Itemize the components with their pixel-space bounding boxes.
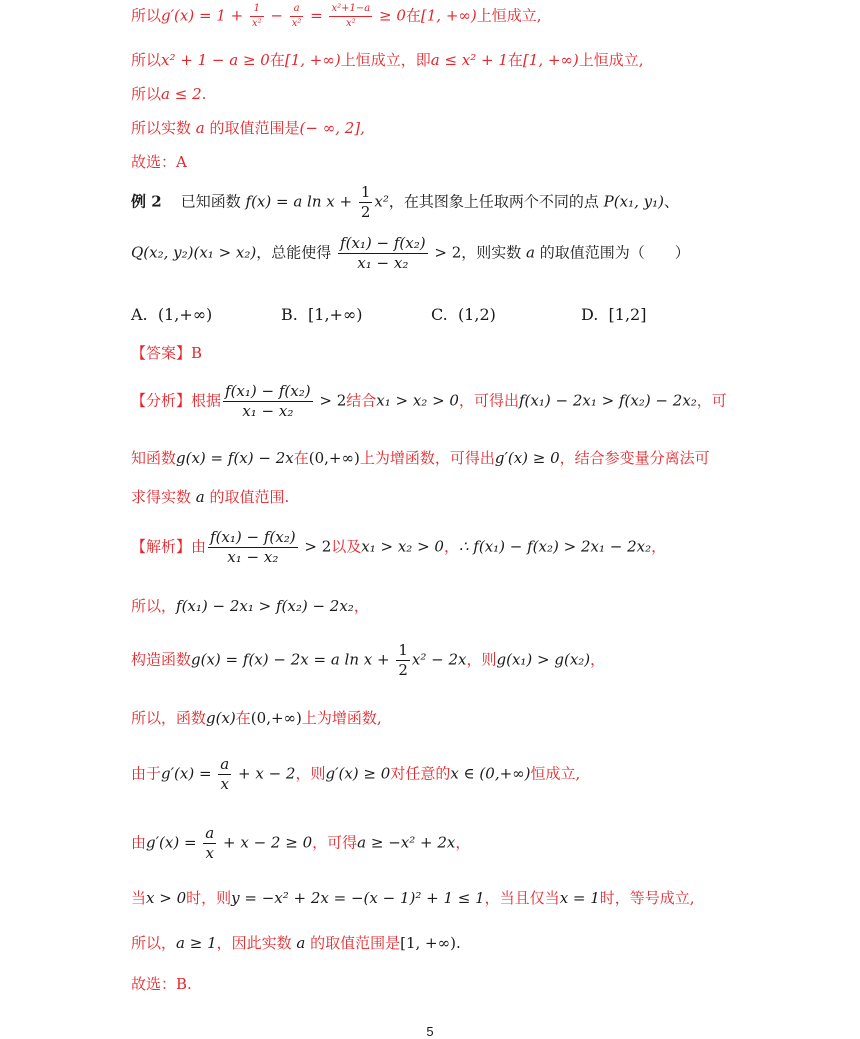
fraction: $\frac{a}{x}$ — [205, 824, 215, 862]
fraction: $\frac{a}{x}$ — [220, 755, 230, 793]
solution-line-9: 故选：B. — [131, 975, 192, 993]
option-b: B. [1,+∞) — [281, 305, 363, 324]
analysis-tag: 【分析】 — [131, 391, 192, 410]
answer-tag: 【答案】 — [131, 344, 192, 362]
analysis-line-2: 知函数g(x) = f(x) − 2x在(0,+∞)上为增函数，可得出g′(x) ≥ 0，结合参变量分离法可 — [131, 449, 710, 467]
example-2-line-2: Q(x₂, y₂)(x₁ > x₂)，总能使得 $\frac{\text{f(x₁) − f(x₂)}}{\text{x₁ − x₂}}$ > 2，则实数 a 的取值范围为（ ） — [131, 234, 690, 272]
answer-value: B — [191, 344, 203, 362]
line-inequality: 所以x² + 1 − a ≥ 0在[1, +∞)上恒成立，即a ≤ x² + 1在[1, +∞)上恒成立, — [131, 51, 644, 69]
solution-line-6: 由g′(x) = $\frac{a}{x}$ + x − 2 ≥ 0，可得a ≥ −x² + 2x， — [131, 824, 471, 862]
solution-tag: 【解析】 — [131, 537, 192, 556]
option-a: A. (1,+∞) — [131, 305, 213, 324]
example-label: 例 2 — [131, 192, 162, 211]
fraction: $\frac{a}{\text{x²}}$ — [291, 3, 302, 29]
option-c: C. (1,2) — [431, 305, 496, 324]
fraction: $\frac{\text{f(x₁) − f(x₂)}}{\text{x₁ − x₂}}$ — [225, 382, 311, 420]
analysis-line-1: 【分析】根据 $\frac{\text{f(x₁) − f(x₂)}}{\text{x₁ − x₂}}$ > 2结合x₁ > x₂ > 0，可得出f(x₁) − 2x₁ > f(x₂) − 2x₂，可 — [131, 382, 727, 420]
solution-line-8: 所以，a ≥ 1，因此实数 a 的取值范围是[1, +∞). — [131, 934, 461, 952]
page-number: 5 — [426, 1024, 434, 1039]
line-range: 所以实数 a 的取值范围是(− ∞, 2], — [131, 119, 365, 137]
solution-line-2: 所以，f(x₁) − 2x₁ > f(x₂) − 2x₂， — [131, 597, 369, 615]
solution-line-7: 当x > 0时，则y = −x² + 2x = −(x − 1)² + 1 ≤ 1，当且仅当x = 1时，等号成立, — [131, 889, 695, 907]
example-2-line-1: 例 2 已知函数 f(x) = a ln x + $\frac{1}{2}$ x²，在其图象上任取两个不同的点 P(x₁, y₁)、 — [131, 183, 679, 221]
fraction: $\frac{1}{2}$ — [398, 641, 408, 679]
line-choice: 故选：A — [131, 153, 187, 171]
text: 所以 — [131, 6, 162, 25]
fraction: $\frac{1}{2}$ — [360, 183, 371, 221]
fraction: $\frac{\text{f(x₁) − f(x₂)}}{\text{x₁ − x₂}}$ — [340, 234, 426, 272]
solution-line-4: 所以，函数g(x)在(0,+∞)上为增函数, — [131, 709, 382, 727]
line-conclusion: 所以a ≤ 2. — [131, 85, 207, 103]
math: g′(x) = 1 + — [161, 6, 248, 25]
solution-line-5: 由于g′(x) = $\frac{a}{x}$ + x − 2，则g′(x) ≥ 0对任意的x ∈ (0,+∞)恒成立, — [131, 755, 581, 793]
solution-line-3: 构造函数g(x) = f(x) − 2x = a ln x + $\frac{1}{2}$ x² − 2x，则g(x₁) > g(x₂)， — [131, 641, 606, 679]
option-d: D. [1,2] — [581, 305, 647, 324]
fraction: $\frac{\text{x²+1−a}}{\text{x²}}$ — [331, 3, 371, 29]
fraction: $\frac{\text{f(x₁) − f(x₂)}}{\text{x₁ − x₂}}$ — [210, 528, 296, 566]
line-derivative: 所以g′(x) = 1 + $\frac{1}{\text{x²}}$ − $\frac{a}{\text{x²}}$ = $\frac{\text{x²+1−a}}{\text{x²}}$ ≥ 0在[1, +∞)上恒成立, — [131, 3, 542, 29]
analysis-line-3: 求得实数 a 的取值范围. — [131, 488, 290, 506]
fraction: $\frac{1}{\text{x²}}$ — [251, 3, 262, 29]
answer — [131, 346, 740, 361]
solution-line-1: 【解析】由 $\frac{\text{f(x₁) − f(x₂)}}{\text{x₁ − x₂}}$ > 2以及x₁ > x₂ > 0，∴ f(x₁) − f(x₂) > 2x₁ − 2x₂， — [131, 528, 667, 566]
